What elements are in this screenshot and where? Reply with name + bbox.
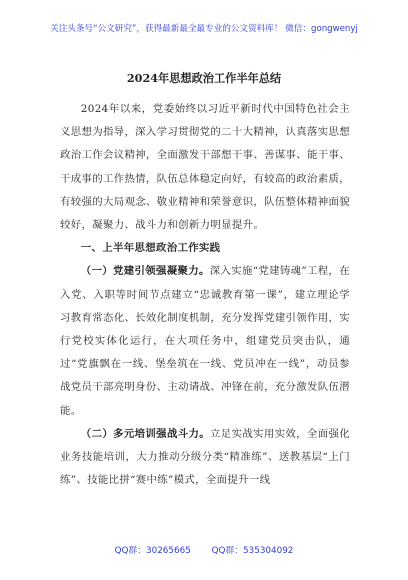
item-1-lead: （一）党建引领强凝聚力。: [80, 265, 210, 278]
section-heading: 一、上半年思想政治工作实践: [80, 242, 221, 255]
item-2-paragraph: [60, 423, 350, 493]
footer-qq-group-1: QQ群：30265665: [114, 546, 191, 556]
document-body: [60, 98, 350, 492]
header-banner: 关注头条号“公文研究”，获得最新最全最专业的公文资料库！ 微信：gongwenyj: [50, 24, 358, 34]
item-2-lead: （二）多元培训强战斗力。: [80, 427, 211, 440]
footer-contact: [0, 543, 408, 556]
item-1-body: 深入实施“党建铸魂”工程，在入党、入职等时间节点建立“忠诚教育第一课”，建立理论学习教育常态化、长效化制度机制，充分发挥党建引领作用，实行党校实体化运行，在大项任务中，组建党员突击队，通过“党旗飘在一线、堡垒筑在一线、党员冲在一线”，动员参战党员干部亮明身份、主动请战、冲锋在前，充分激发队伍潜能。: [60, 265, 350, 417]
document-title: 2024年思想政治工作半年总结: [126, 71, 282, 85]
footer-qq-group-2: QQ群：535304092: [211, 546, 294, 556]
item-2-body: 立足实战实用实效，全面强化业务技能培训，大力推动分级分类“精准练”、送教基层“上门练”、技能比拼“赛中练”模式，全面提升一线: [60, 427, 350, 487]
item-1-paragraph: [60, 260, 350, 422]
intro-paragraph: 2024年以来，党委始终以习近平新时代中国特色社会主义思想为指导，深入学习贯彻党的二十大精神，认真落实思想政治工作会议精神，全面激发干部想干事、善谋事、能干事、干成事的工作热情，队伍总体稳定向好，有较高的政治素质，有较强的大局观念、敬业精神和荣誉意识，队伍整体精神面貌较好，凝聚力、战斗力和创新力明显提升。: [60, 103, 350, 232]
